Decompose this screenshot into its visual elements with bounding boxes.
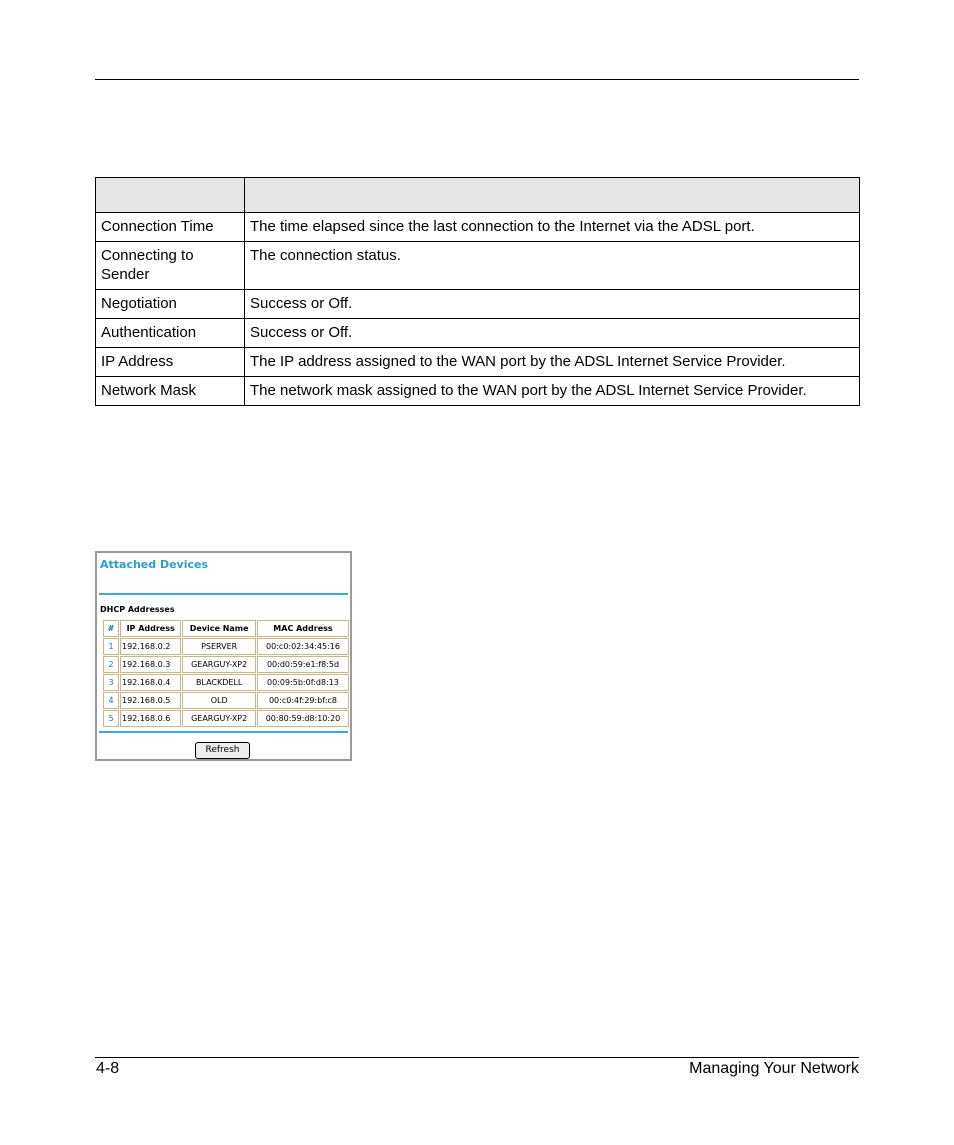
- device-name: OLD: [182, 692, 256, 709]
- device-number: 4: [103, 692, 119, 709]
- chapter-title: Managing Your Network: [689, 1060, 859, 1077]
- device-ip: 192.168.0.2: [120, 638, 181, 655]
- table-header-field: [96, 178, 245, 213]
- attached-devices-screenshot: [95, 551, 352, 761]
- table-row: [96, 319, 860, 348]
- device-mac: 00:d0:59:e1:f8:5d: [257, 656, 349, 673]
- table-header-description: [245, 178, 860, 213]
- table-row: [96, 213, 860, 242]
- device-row: [103, 638, 349, 655]
- device-number: 1: [103, 638, 119, 655]
- refresh-button[interactable]: Refresh: [195, 742, 250, 759]
- device-name: GEARGUY-XP2: [182, 656, 256, 673]
- field-description: Success or Off.: [245, 290, 860, 319]
- device-row: [103, 674, 349, 691]
- field-term: Negotiation: [96, 290, 245, 319]
- field-term: Network Mask: [96, 377, 245, 406]
- field-term: Authentication: [96, 319, 245, 348]
- status-field-table: [95, 177, 860, 406]
- device-mac: 00:c0:02:34:45:16: [257, 638, 349, 655]
- bottom-divider: [99, 731, 348, 733]
- table-header-row: [96, 178, 860, 213]
- device-row: [103, 692, 349, 709]
- page-number: 4-8: [96, 1060, 120, 1077]
- device-ip: 192.168.0.6: [120, 710, 181, 727]
- table-row: [96, 290, 860, 319]
- device-ip: 192.168.0.5: [120, 692, 181, 709]
- device-number: 5: [103, 710, 119, 727]
- column-header-ip: IP Address: [120, 620, 181, 637]
- devices-header-row: [103, 620, 349, 637]
- header-rule: [95, 79, 859, 80]
- device-ip: 192.168.0.4: [120, 674, 181, 691]
- column-header-device-name: Device Name: [182, 620, 256, 637]
- table-row: [96, 377, 860, 406]
- field-term: Connecting to Sender: [96, 242, 245, 290]
- field-description: The time elapsed since the last connection to the Internet via the ADSL port.: [245, 213, 860, 242]
- dhcp-section-label: DHCP Addresses: [100, 605, 175, 614]
- table-row: [96, 348, 860, 377]
- column-header-mac: MAC Address: [257, 620, 349, 637]
- device-mac: 00:80:59:d8:10:20: [257, 710, 349, 727]
- device-ip: 192.168.0.3: [120, 656, 181, 673]
- device-number: 3: [103, 674, 119, 691]
- table-row: [96, 242, 860, 290]
- field-description: The connection status.: [245, 242, 860, 290]
- field-description: The network mask assigned to the WAN port by the ADSL Internet Service Provider.: [245, 377, 860, 406]
- field-term: Connection Time: [96, 213, 245, 242]
- device-row: [103, 656, 349, 673]
- title-divider: [99, 593, 348, 595]
- device-mac: 00:c0:4f:29:bf:c8: [257, 692, 349, 709]
- device-name: GEARGUY-XP2: [182, 710, 256, 727]
- device-name: BLACKDELL: [182, 674, 256, 691]
- field-term: IP Address: [96, 348, 245, 377]
- attached-devices-title: Attached Devices: [100, 558, 209, 571]
- device-name: PSERVER: [182, 638, 256, 655]
- dhcp-devices-table: [102, 619, 350, 728]
- device-row: [103, 710, 349, 727]
- field-description: The IP address assigned to the WAN port by the ADSL Internet Service Provider.: [245, 348, 860, 377]
- column-header-number: #: [103, 620, 119, 637]
- device-number: 2: [103, 656, 119, 673]
- field-description: Success or Off.: [245, 319, 860, 348]
- device-mac: 00:09:5b:0f:d8:13: [257, 674, 349, 691]
- footer-rule: [95, 1057, 859, 1058]
